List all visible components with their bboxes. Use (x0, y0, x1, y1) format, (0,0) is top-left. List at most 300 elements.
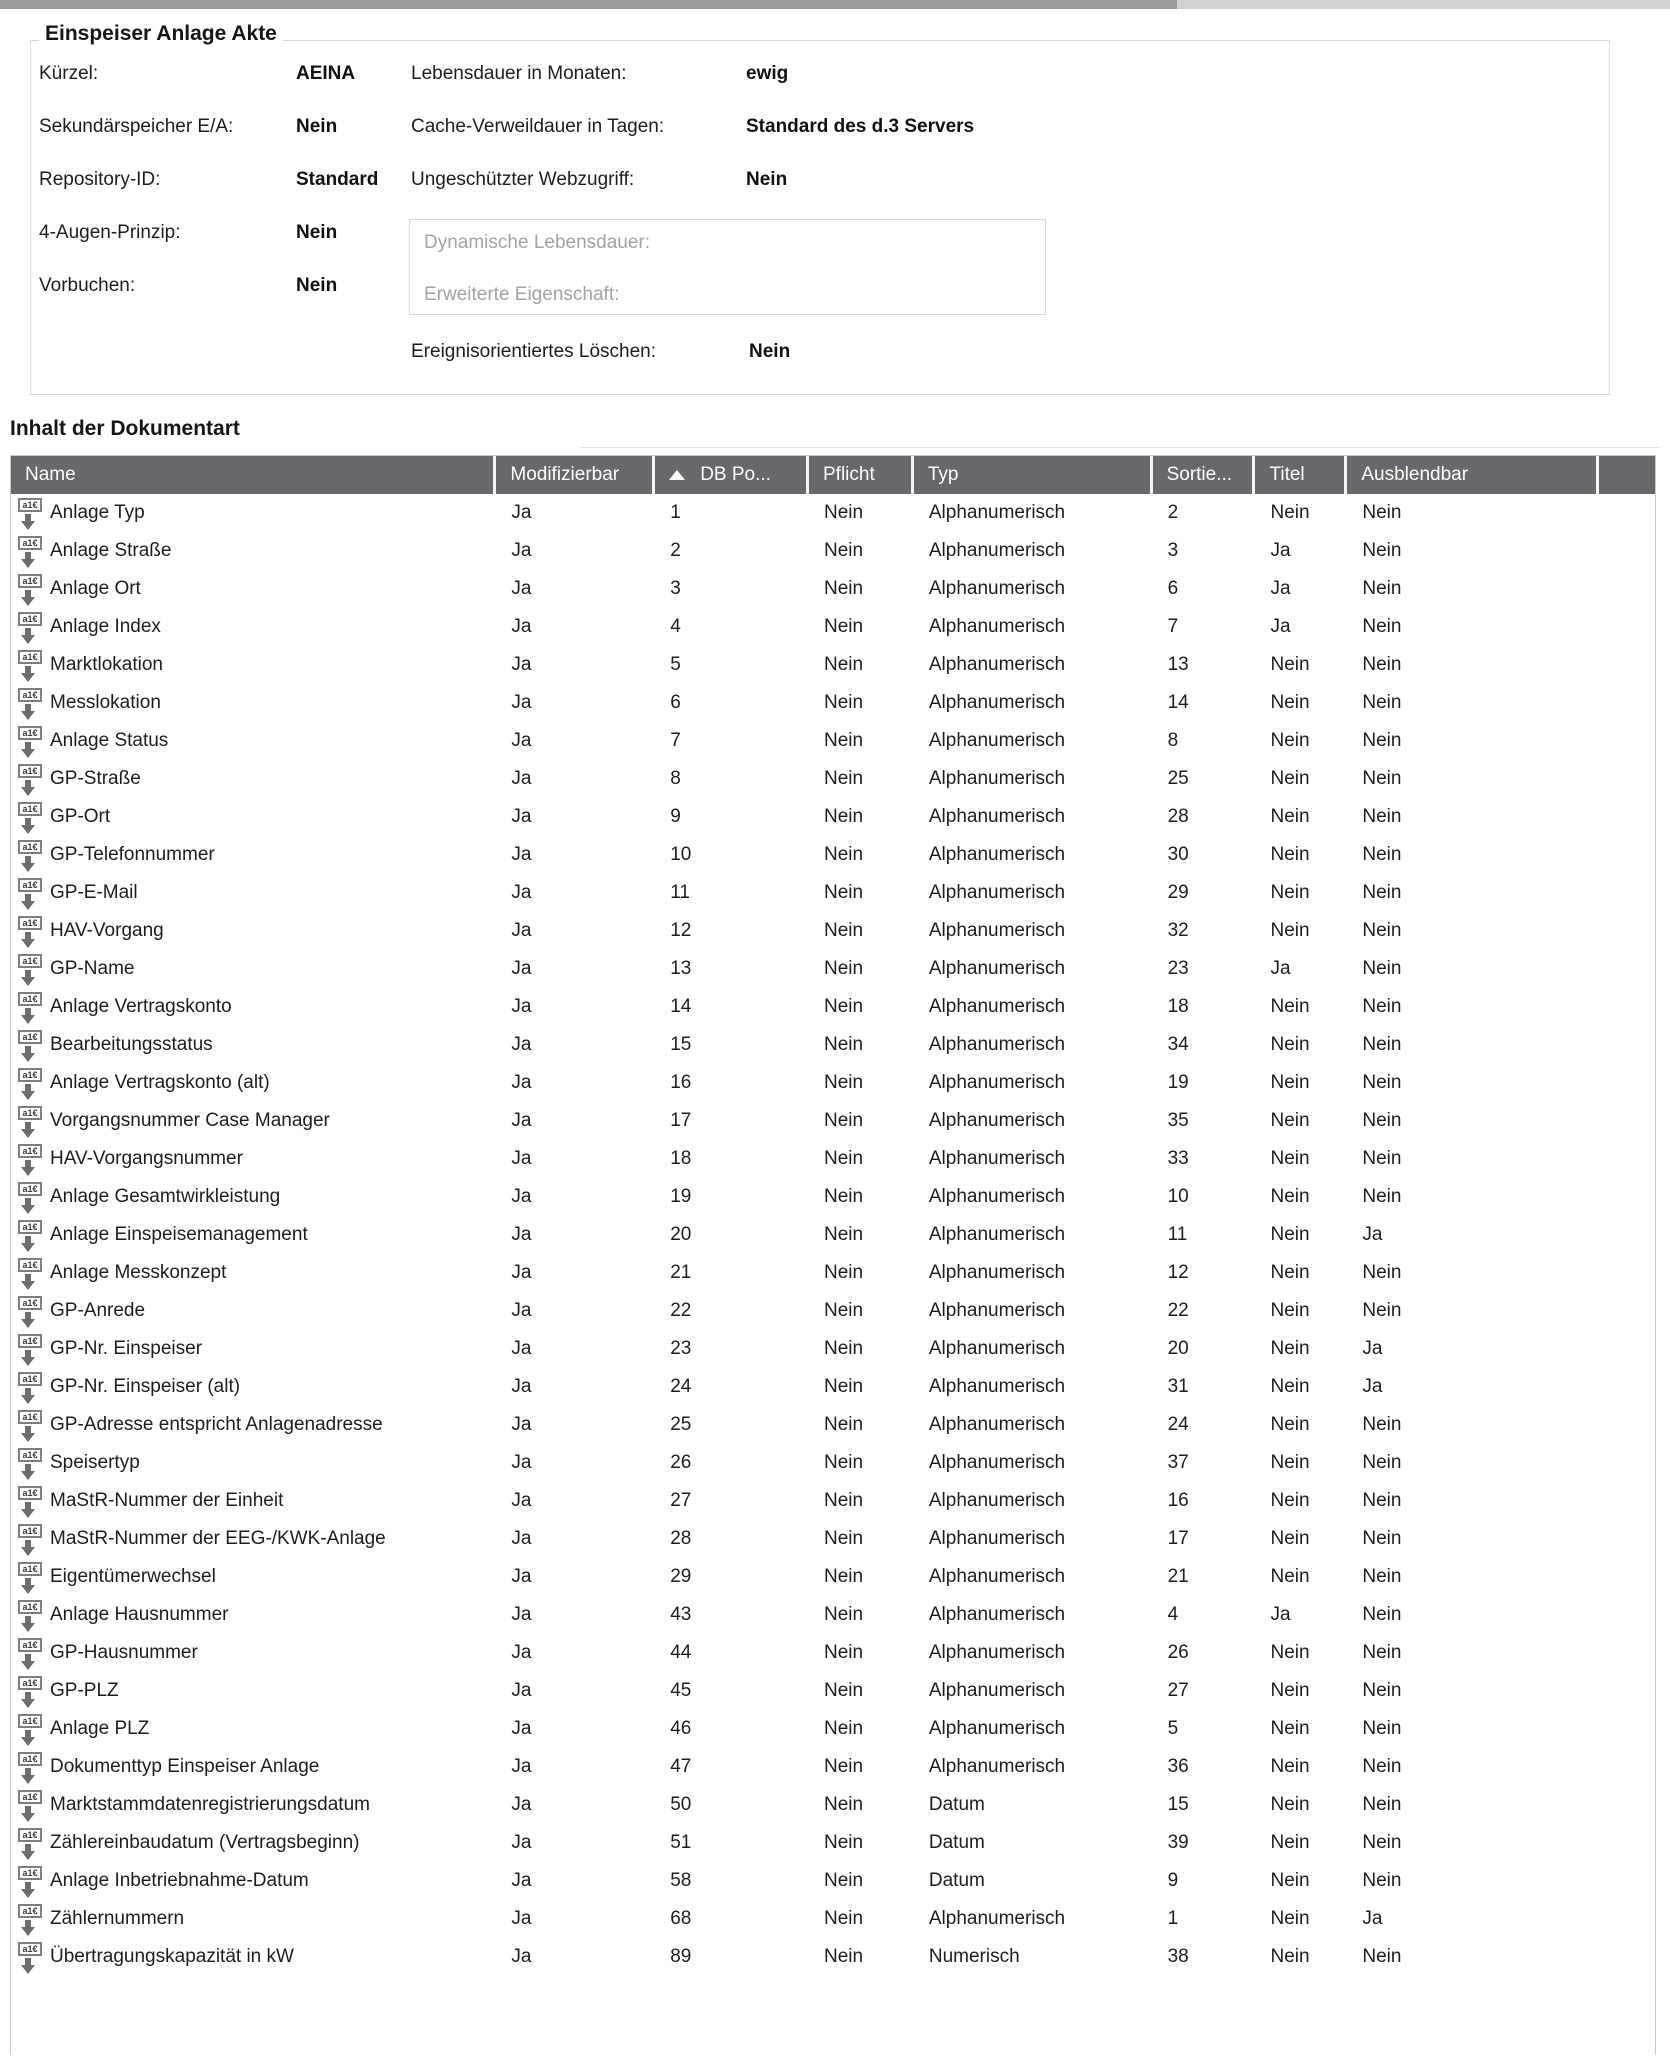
cell-titel (1255, 836, 1347, 874)
field-icon-arrow-head (21, 1927, 35, 1936)
sekundaerspeicher-value: Nein (296, 116, 338, 137)
table-row[interactable] (11, 1102, 1655, 1140)
cell-sortierung (1153, 1406, 1256, 1444)
field-icon-arrow-head (21, 1129, 35, 1138)
cell-text: Nein (1362, 1300, 1402, 1321)
field-icon-box: a1€ (18, 1296, 42, 1310)
cell-text: 22 (1167, 1300, 1189, 1321)
cell-text: Nein (1270, 1414, 1310, 1435)
vorbuchen-value: Nein (296, 275, 338, 296)
cell-pflicht (809, 1216, 914, 1254)
field-icon-arrow-stem (25, 1084, 31, 1091)
cell-empty (1599, 950, 1655, 988)
field-attribute-icon (16, 1029, 46, 1063)
cell-text: Ja (511, 1376, 532, 1397)
cell-text: Ja (511, 920, 532, 941)
table-row[interactable] (11, 1824, 1655, 1862)
field-icon-box: a1€ (18, 574, 42, 588)
cell-text: Nein (1362, 920, 1402, 941)
cell-db-pos (655, 684, 809, 722)
field-icon-arrow-head (21, 863, 35, 872)
cell-titel (1255, 1900, 1347, 1938)
cell-db-pos (655, 570, 809, 608)
table-row[interactable] (11, 1482, 1655, 1520)
cell-typ (914, 912, 1153, 950)
dynamic-lifetime-box[interactable] (409, 219, 1046, 315)
cell-empty (1599, 1254, 1655, 1292)
cell-modifizierbar (496, 1634, 655, 1672)
cell-text: 18 (1167, 996, 1189, 1017)
cell-sortierung (1153, 912, 1256, 950)
table-row[interactable] (11, 1710, 1655, 1748)
cell-modifizierbar (496, 760, 655, 798)
cell-sortierung (1153, 1710, 1256, 1748)
field-icon-arrow-stem (25, 1616, 31, 1623)
cell-pflicht (809, 570, 914, 608)
field-icon-arrow-stem (25, 666, 31, 673)
cell-modifizierbar (496, 1444, 655, 1482)
cell-modifizierbar (496, 494, 655, 532)
field-icon-arrow-head (21, 1889, 35, 1898)
cell-text: Ja (511, 1034, 532, 1055)
cell-sortierung (1153, 684, 1256, 722)
cell-typ (914, 836, 1153, 874)
cell-ausblendbar (1347, 532, 1599, 570)
cell-modifizierbar (496, 1938, 655, 1976)
cell-pflicht (809, 1900, 914, 1938)
cell-ausblendbar (1347, 1710, 1599, 1748)
column-header-titel[interactable] (1255, 456, 1347, 494)
table-row[interactable] (11, 608, 1655, 646)
column-header-ausblendbar[interactable] (1347, 456, 1599, 494)
cell-text: Nein (824, 502, 864, 523)
cell-db-pos (655, 646, 809, 684)
cell-text: Nein (1362, 1832, 1402, 1853)
cell-pflicht (809, 912, 914, 950)
cell-modifizierbar (496, 1254, 655, 1292)
field-icon-arrow-stem (25, 1768, 31, 1775)
cell-text: Ja (1270, 616, 1291, 637)
table-row[interactable] (11, 1330, 1655, 1368)
cell-text: Nein (1362, 578, 1402, 599)
table-row[interactable] (11, 1292, 1655, 1330)
cell-typ (914, 1900, 1153, 1938)
cell-typ (914, 1292, 1153, 1330)
cell-typ (914, 760, 1153, 798)
field-icon-arrow-head (21, 1547, 35, 1556)
cell-text: Ja (511, 1604, 532, 1625)
cell-text: 13 (1167, 654, 1189, 675)
cell-text: 29 (670, 1566, 692, 1587)
cell-name (11, 874, 496, 912)
column-header-typ[interactable] (914, 456, 1153, 494)
table-row[interactable] (11, 1026, 1655, 1064)
table-row[interactable] (11, 1862, 1655, 1900)
cell-text: 47 (670, 1756, 692, 1777)
cell-text: Nein (824, 1756, 864, 1777)
table-row[interactable] (11, 1900, 1655, 1938)
field-icon-arrow-head (21, 1813, 35, 1822)
cell-text: 17 (1167, 1528, 1189, 1549)
table-row[interactable] (11, 1634, 1655, 1672)
cell-name (11, 1178, 496, 1216)
field-icon-arrow-stem (25, 514, 31, 521)
field-icon-arrow-head (21, 521, 35, 530)
cell-text: 25 (1167, 768, 1189, 789)
cell-db-pos (655, 494, 809, 532)
cell-text: Nein (1362, 1490, 1402, 1511)
cell-name (11, 1140, 496, 1178)
ereignis-loeschen-value: Nein (749, 341, 791, 362)
cell-text: 20 (670, 1224, 692, 1245)
cell-typ (914, 608, 1153, 646)
cell-text: 27 (670, 1490, 692, 1511)
cell-empty (1599, 912, 1655, 950)
table-row[interactable] (11, 988, 1655, 1026)
field-icon-box: a1€ (18, 1144, 42, 1158)
field-icon-box: a1€ (18, 612, 42, 626)
cell-modifizierbar (496, 1102, 655, 1140)
cell-modifizierbar (496, 1558, 655, 1596)
cell-text: Anlage Index (50, 616, 161, 637)
cell-text: 46 (670, 1718, 692, 1739)
field-icon-arrow-head (21, 1281, 35, 1290)
cell-pflicht (809, 1140, 914, 1178)
table-row[interactable] (11, 1444, 1655, 1482)
cell-modifizierbar (496, 1786, 655, 1824)
table-row[interactable] (11, 646, 1655, 684)
cell-text: 26 (1167, 1642, 1189, 1663)
cell-text: Nein (1362, 1186, 1402, 1207)
table-row[interactable] (11, 1216, 1655, 1254)
vier-augen-prinzip-label: 4-Augen-Prinzip: (39, 222, 181, 243)
cell-text: Ja (511, 1452, 532, 1473)
cell-db-pos (655, 1596, 809, 1634)
cell-text: Nein (824, 654, 864, 675)
cell-text: Nein (824, 1110, 864, 1131)
field-icon-arrow-head (21, 1775, 35, 1784)
cell-text: 9 (1167, 1870, 1179, 1891)
field-icon-arrow-head (21, 711, 35, 720)
column-header-label: Pflicht (823, 464, 875, 485)
cell-text: Nein (824, 1224, 864, 1245)
cell-pflicht (809, 608, 914, 646)
table-row[interactable] (11, 1064, 1655, 1102)
cell-text: 89 (670, 1946, 692, 1967)
field-icon-arrow-head (21, 825, 35, 834)
field-attribute-icon (16, 687, 46, 721)
cell-text: Nein (1270, 1224, 1310, 1245)
cell-empty (1599, 1596, 1655, 1634)
field-attribute-icon (16, 801, 46, 835)
cell-sortierung (1153, 1254, 1256, 1292)
cell-text: 37 (1167, 1452, 1189, 1473)
field-attribute-icon (16, 1143, 46, 1177)
cell-typ (914, 1824, 1153, 1862)
cell-name (11, 1596, 496, 1634)
table-row[interactable] (11, 1748, 1655, 1786)
field-attribute-icon (16, 1295, 46, 1329)
cell-ausblendbar (1347, 1482, 1599, 1520)
cell-text: 7 (1167, 616, 1179, 637)
cell-text: GP-Anrede (50, 1300, 146, 1321)
field-icon-arrow-stem (25, 1198, 31, 1205)
cell-text: Ja (511, 996, 532, 1017)
cell-text: Ja (511, 1262, 532, 1283)
cell-typ (914, 684, 1153, 722)
cell-text: 8 (670, 768, 681, 789)
cell-text: Ja (511, 1870, 532, 1891)
cell-text: Nein (824, 1414, 864, 1435)
sekundaerspeicher-label: Sekundärspeicher E/A: (39, 116, 234, 137)
cell-name (11, 1254, 496, 1292)
ereignis-loeschen-label: Ereignisorientiertes Löschen: (411, 341, 657, 362)
cell-pflicht (809, 950, 914, 988)
table-row[interactable] (11, 1938, 1655, 1976)
cell-text: 4 (670, 616, 681, 637)
cell-text: Ja (511, 502, 532, 523)
cell-empty (1599, 874, 1655, 912)
cell-modifizierbar (496, 1064, 655, 1102)
cell-text: 50 (670, 1794, 692, 1815)
cell-text: Nein (1270, 920, 1310, 941)
cell-text: Nein (824, 1528, 864, 1549)
cell-name (11, 1292, 496, 1330)
cell-pflicht (809, 1026, 914, 1064)
cell-text: Nein (1270, 1300, 1310, 1321)
cell-ausblendbar (1347, 950, 1599, 988)
cell-titel (1255, 1216, 1347, 1254)
cell-titel (1255, 1330, 1347, 1368)
cell-text: Ja (511, 1224, 532, 1245)
field-icon-arrow-head (21, 749, 35, 758)
column-header-name[interactable] (11, 456, 496, 494)
cell-name (11, 1672, 496, 1710)
cell-text: Ja (511, 616, 532, 637)
table-row[interactable] (11, 1786, 1655, 1824)
cell-text: 68 (670, 1908, 692, 1929)
table-row[interactable] (11, 1558, 1655, 1596)
cell-name (11, 722, 496, 760)
cell-typ (914, 494, 1153, 532)
table-row[interactable] (11, 1672, 1655, 1710)
cell-pflicht (809, 1824, 914, 1862)
cell-text: Alphanumerisch (928, 1414, 1066, 1435)
cell-typ (914, 798, 1153, 836)
cell-ausblendbar (1347, 912, 1599, 950)
field-icon-box: a1€ (18, 1676, 42, 1690)
table-row[interactable] (11, 722, 1655, 760)
cell-name (11, 1064, 496, 1102)
field-icon-arrow-head (21, 597, 35, 606)
cell-text: Ja (511, 540, 532, 561)
cell-modifizierbar (496, 836, 655, 874)
cell-titel (1255, 1596, 1347, 1634)
field-icon-box: a1€ (18, 1068, 42, 1082)
cell-ausblendbar (1347, 1026, 1599, 1064)
cell-titel (1255, 532, 1347, 570)
cell-text: Ja (511, 1718, 532, 1739)
cell-pflicht (809, 1292, 914, 1330)
cell-text: Nein (1362, 1718, 1402, 1739)
cell-pflicht (809, 760, 914, 798)
cell-sortierung (1153, 760, 1256, 798)
cell-empty (1599, 1786, 1655, 1824)
kuerzel-label: Kürzel: (39, 63, 99, 84)
column-header-pflicht[interactable] (809, 456, 914, 494)
cell-empty (1599, 1368, 1655, 1406)
field-icon-arrow-head (21, 1395, 35, 1404)
cell-text: Ja (511, 1110, 532, 1131)
column-header-sortierung[interactable] (1153, 456, 1256, 494)
field-icon-arrow-stem (25, 1388, 31, 1395)
cell-sortierung (1153, 1140, 1256, 1178)
table-row[interactable] (11, 874, 1655, 912)
cell-text: Nein (1270, 1034, 1310, 1055)
field-attribute-icon (16, 1219, 46, 1253)
cell-text: Nein (1362, 844, 1402, 865)
cell-titel (1255, 722, 1347, 760)
field-icon-arrow-head (21, 559, 35, 568)
cell-name (11, 798, 496, 836)
cell-empty (1599, 1558, 1655, 1596)
field-icon-box: a1€ (18, 1410, 42, 1424)
field-icon-arrow-head (21, 635, 35, 644)
table-row[interactable] (11, 836, 1655, 874)
cell-pflicht (809, 1786, 914, 1824)
cell-text: 10 (1167, 1186, 1189, 1207)
cell-sortierung (1153, 950, 1256, 988)
cell-ausblendbar (1347, 684, 1599, 722)
table-row[interactable] (11, 760, 1655, 798)
table-row[interactable] (11, 494, 1655, 532)
cell-db-pos (655, 1292, 809, 1330)
table-row[interactable] (11, 950, 1655, 988)
cell-ausblendbar (1347, 1102, 1599, 1140)
table-row[interactable] (11, 798, 1655, 836)
field-attribute-icon (16, 1561, 46, 1595)
cell-db-pos (655, 1672, 809, 1710)
cell-text: Alphanumerisch (928, 616, 1066, 637)
cell-text: Nein (1270, 1908, 1310, 1929)
repository-id-value: Standard (296, 169, 379, 190)
cell-typ (914, 722, 1153, 760)
cell-titel (1255, 1824, 1347, 1862)
cell-text: Alphanumerisch (928, 1186, 1066, 1207)
field-icon-arrow-head (21, 1661, 35, 1670)
cell-ausblendbar (1347, 494, 1599, 532)
cell-text: Anlage Gesamtwirkleistung (50, 1186, 281, 1207)
cell-db-pos (655, 1406, 809, 1444)
table-row[interactable] (11, 1596, 1655, 1634)
cell-titel (1255, 1292, 1347, 1330)
cell-pflicht (809, 1938, 914, 1976)
column-header-modifizierbar[interactable] (496, 456, 655, 494)
field-attribute-icon (16, 991, 46, 1025)
table-row[interactable] (11, 1140, 1655, 1178)
cell-typ (914, 1938, 1153, 1976)
cell-typ (914, 1216, 1153, 1254)
field-attribute-icon (16, 953, 46, 987)
cell-text: Alphanumerisch (928, 540, 1066, 561)
cell-typ (914, 1482, 1153, 1520)
field-icon-arrow-stem (25, 1122, 31, 1129)
field-icon-arrow-head (21, 901, 35, 910)
table-row[interactable] (11, 1178, 1655, 1216)
table-row[interactable] (11, 1520, 1655, 1558)
cell-titel (1255, 1672, 1347, 1710)
cell-text: Anlage Typ (50, 502, 145, 523)
column-header-label: Modifizierbar (510, 464, 620, 485)
field-icon-arrow-stem (25, 1464, 31, 1471)
cell-text: 6 (1167, 578, 1179, 599)
column-header-empty[interactable] (1599, 456, 1655, 494)
field-attribute-icon (16, 573, 46, 607)
cell-text: Nein (824, 1718, 864, 1739)
field-icon-arrow-stem (25, 1274, 31, 1281)
cell-text: Nein (1270, 1832, 1310, 1853)
cell-text: Nein (1362, 882, 1402, 903)
cell-text: 31 (1167, 1376, 1189, 1397)
cell-text: Ja (511, 958, 532, 979)
cell-text: 9 (670, 806, 681, 827)
cell-empty (1599, 1900, 1655, 1938)
cell-text: Nein (824, 1376, 864, 1397)
cell-db-pos (655, 1140, 809, 1178)
cell-modifizierbar (496, 722, 655, 760)
field-attribute-icon (16, 725, 46, 759)
column-header-db-position[interactable] (655, 456, 809, 494)
cell-sortierung (1153, 722, 1256, 760)
cell-db-pos (655, 1216, 809, 1254)
cell-text: Übertragungskapazität in kW (50, 1946, 294, 1967)
cell-pflicht (809, 1672, 914, 1710)
cell-ausblendbar (1347, 988, 1599, 1026)
table-row[interactable] (11, 684, 1655, 722)
field-icon-box: a1€ (18, 1600, 42, 1614)
cell-name (11, 1216, 496, 1254)
table-row[interactable] (11, 570, 1655, 608)
cell-text: 2 (670, 540, 681, 561)
field-icon-arrow-stem (25, 742, 31, 749)
cell-text: Alphanumerisch (928, 1680, 1066, 1701)
cell-text: Alphanumerisch (928, 1110, 1066, 1131)
field-icon-arrow-stem (25, 1426, 31, 1433)
cell-text: Alphanumerisch (928, 1642, 1066, 1663)
table-row[interactable] (11, 1254, 1655, 1292)
cell-titel (1255, 1140, 1347, 1178)
field-icon-box: a1€ (18, 1258, 42, 1272)
field-icon-box: a1€ (18, 1524, 42, 1538)
cell-text: Nein (824, 1262, 864, 1283)
cell-text: 30 (1167, 844, 1189, 865)
table-row[interactable] (11, 1406, 1655, 1444)
cell-text: 14 (1167, 692, 1189, 713)
cell-pflicht (809, 1406, 914, 1444)
cell-modifizierbar (496, 1862, 655, 1900)
field-icon-arrow-stem (25, 1160, 31, 1167)
cell-text: Alphanumerisch (928, 1490, 1066, 1511)
table-row[interactable] (11, 532, 1655, 570)
table-row[interactable] (11, 912, 1655, 950)
cell-text: Alphanumerisch (928, 692, 1066, 713)
cell-db-pos (655, 1064, 809, 1102)
cell-pflicht (809, 798, 914, 836)
table-row[interactable] (11, 1368, 1655, 1406)
cell-text: 1 (1167, 1908, 1179, 1929)
cell-typ (914, 874, 1153, 912)
field-icon-arrow-head (21, 1623, 35, 1632)
